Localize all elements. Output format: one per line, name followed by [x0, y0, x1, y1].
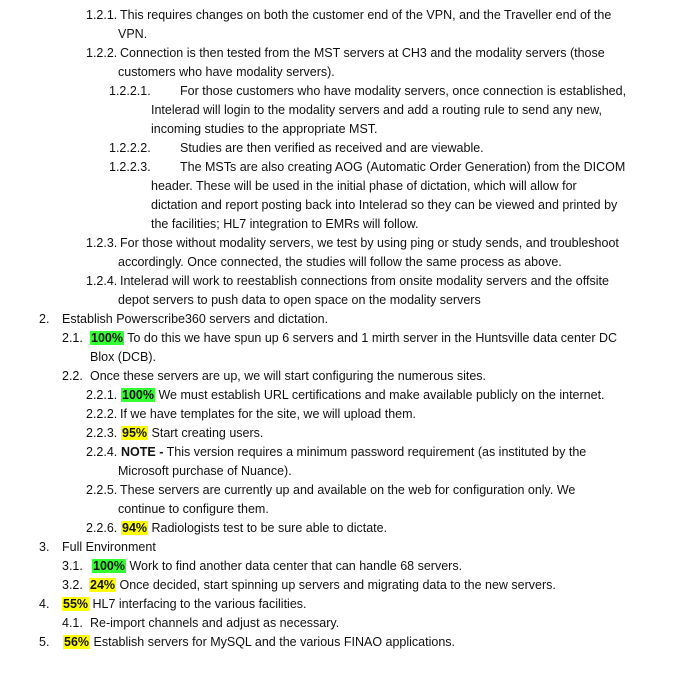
item-text: To do this we have spun up 6 servers and 1 mirth server in the Huntsville data center DC — [123, 331, 618, 345]
status-badge: 56% — [64, 635, 90, 649]
item-text: If we have templates for the site, we will upload them. — [120, 407, 416, 421]
item-number: 3.1. — [62, 559, 83, 573]
item-text: Re-import channels and adjust as necessary. — [90, 616, 340, 630]
item-text: The MSTs are also creating AOG (Automatic Order Generation) from the DICOM — [180, 160, 626, 174]
item-text: Microsoft purchase of Nuance). — [118, 464, 292, 478]
item-number: 2.2.1. — [86, 388, 118, 402]
item-text: Once decided, start spinning up servers and migrating data to the new servers. — [116, 578, 556, 592]
item-number: 5. — [39, 635, 50, 649]
item-text: Start creating users. — [148, 426, 264, 440]
item-number: 1.2.2.3. — [109, 160, 151, 174]
item-number: 1.2.2.2. — [109, 141, 151, 155]
item-number: 1.2.2. — [86, 46, 118, 60]
status-badge: 100% — [93, 559, 125, 573]
item-number: 2.2.6. — [86, 521, 118, 535]
item-number: 2.2.2. — [86, 407, 118, 421]
item-number: 3. — [39, 540, 50, 554]
item-text: Work to find another data center that can handle 68 servers. — [125, 559, 463, 573]
item-number: 1.2.3. — [86, 236, 118, 250]
item-text: Connection is then tested from the MST servers at CH3 and the modality servers (those — [120, 46, 605, 60]
item-text: For those without modality servers, we test by using ping or study sends, and troubleshoot — [120, 236, 619, 250]
item-text: Intelerad will login to the modality servers and add a routing rule to send any new, — [151, 103, 602, 117]
item-text: HL7 interfacing to the various facilities. — [89, 597, 307, 611]
item-number: 2. — [39, 312, 50, 326]
item-number: 2.2. — [62, 369, 83, 383]
item-text: Blox (DCB). — [90, 350, 156, 364]
item-text: dictation and report posting back into Intelerad so they can be viewed and printed by — [151, 198, 618, 212]
item-number: 2.2.3. — [86, 426, 118, 440]
item-number: 1.2.1. — [86, 8, 118, 22]
item-text: VPN. — [118, 27, 148, 41]
item-number: 2.1. — [62, 331, 83, 345]
item-text: depot servers to push data to open space on the modality servers — [118, 293, 481, 307]
item-text: Establish servers for MySQL and the various FINAO applications. — [90, 635, 455, 649]
status-badge: 55% — [63, 597, 89, 611]
item-text: incoming studies to the appropriate MST. — [151, 122, 378, 136]
item-text: For those customers who have modality servers, once connection is established, — [180, 84, 627, 98]
item-text: Studies are then verified as received and are viewable. — [180, 141, 484, 155]
status-badge: 95% — [122, 426, 148, 440]
item-text: This requires changes on both the customer end of the VPN, and the Traveller end of the — [120, 8, 612, 22]
item-number: 1.2.2.1. — [109, 84, 151, 98]
status-badge: 24% — [90, 578, 116, 592]
item-text: continue to configure them. — [118, 502, 269, 516]
item-number: 1.2.4. — [86, 274, 118, 288]
item-text: header. These will be used in the initial phase of dictation, which will allow for — [151, 179, 577, 193]
item-text: accordingly. Once connected, the studies will follow the same process as above. — [118, 255, 562, 269]
item-number: 4. — [39, 597, 50, 611]
item-text: the facilities; HL7 integration to EMRs will follow. — [151, 217, 419, 231]
item-text: customers who have modality servers). — [118, 65, 335, 79]
item-text: This version requires a minimum password requirement (as instituted by the — [163, 445, 587, 459]
item-text: Full Environment — [62, 540, 156, 554]
note-label: NOTE - — [121, 445, 164, 459]
item-number: 4.1. — [62, 616, 83, 630]
item-text: Establish Powerscribe360 servers and dictation. — [62, 312, 329, 326]
status-badge: 94% — [122, 521, 148, 535]
status-badge: 100% — [122, 388, 154, 402]
item-text: Radiologists test to be sure able to dictate. — [148, 521, 388, 535]
item-text: We must establish URL certifications and make available publicly on the internet. — [154, 388, 605, 402]
item-text: These servers are currently up and available on the web for configuration only. We — [120, 483, 576, 497]
item-text: Once these servers are up, we will start configuring the numerous sites. — [90, 369, 487, 383]
item-number: 2.2.4. — [86, 445, 118, 459]
status-badge: 100% — [91, 331, 123, 345]
item-number: 3.2. — [62, 578, 83, 592]
item-text: Intelerad will work to reestablish connections from onsite modality servers and the offsite — [120, 274, 609, 288]
item-number: 2.2.5. — [86, 483, 118, 497]
